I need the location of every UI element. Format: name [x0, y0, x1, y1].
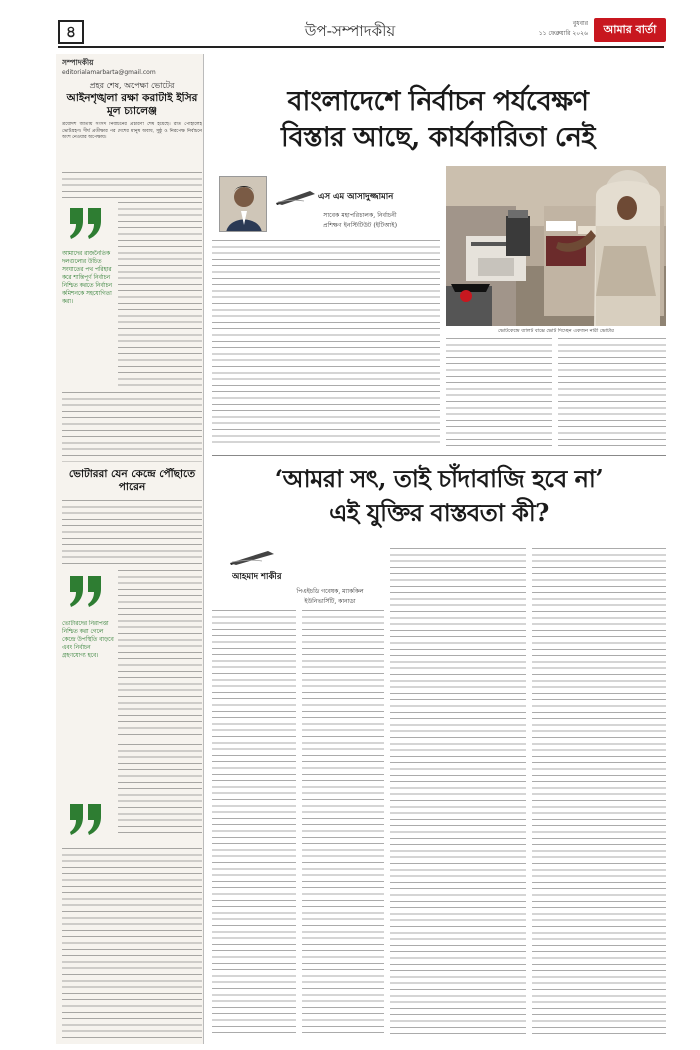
sidebar-kicker: প্রহর শেষ, অপেক্ষা ভোটের [89, 81, 175, 90]
main-headline-line-2: বিস্তার আছে, কার্যকারিতা নেই [281, 122, 595, 153]
header-date: ১১ ফেব্রুয়ারি ২০২৬ [538, 30, 588, 37]
section-title: উপ-সম্পাদকীয় [304, 22, 396, 40]
sidebar-intro: ত্রয়োদশ জাতীয় সংসদ নির্বাচনের প্রচারণা শেষ হয়েছে। রাত পোহালেই ভোটগ্রহণ। দীর্ঘ প্রতীক্ষার পর দেশের মানুষ অবাধ, সুষ্ঠু ও নিরপেক্ষ নির্বাচনে অংশ নেওয়ার অপেক্ষায়। [62, 122, 202, 140]
main-body-column-1 [212, 240, 440, 448]
second-author-title-line-1: পিএইচডি গবেষক, ম্যাককিল [296, 588, 364, 595]
main-body-column-3 [558, 338, 666, 448]
quote-mark-icon [66, 204, 106, 244]
header-rule [58, 46, 664, 48]
second-headline [212, 462, 666, 530]
pen-icon [228, 548, 278, 566]
second-headline-line-2: এই যুক্তির বাস্তবতা কী? [329, 498, 549, 527]
second-body-column-4 [532, 548, 666, 1038]
second-author-title-line-2: ইউনিভার্সিটি, কানাডা [304, 598, 356, 605]
page-number-box [58, 20, 84, 44]
sidebar-label: সম্পাদকীয় [62, 58, 94, 67]
author-photo [219, 176, 267, 232]
newspaper-logo [594, 18, 666, 42]
second-body-column-2 [302, 610, 384, 1038]
pen-icon [274, 188, 318, 206]
voting-photo [446, 166, 666, 326]
main-headline-line-1: বাংলাদেশে নির্বাচন পর্যবেক্ষণ [287, 86, 589, 117]
logo-text: আমার বার্তা [603, 22, 657, 36]
sidebar-body-text [118, 570, 202, 740]
sidebar-body-text [62, 848, 202, 1038]
author-name: এস এম আসাদুজ্জামান [318, 192, 394, 202]
header-day: বুধবার [572, 20, 588, 27]
second-headline-line-1: ‘আমরা সৎ, তাই চাঁদাবাজি হবে না’ [274, 464, 604, 493]
article-divider [212, 455, 666, 456]
second-author-name: আহমাদ শাকীর [232, 572, 282, 582]
quote-mark-icon [66, 800, 106, 840]
sidebar-pull-quote-2: ভোটারদের নিরাপত্তা নিশ্চিত করা গেলে কেন্দ্রে উপস্থিতি বাড়বে এবং নির্বাচন গ্রহণযোগ্য হবে। [62, 621, 114, 659]
sidebar-body-text [62, 172, 202, 200]
photo-caption: ভোটকেন্দ্রে ব্যালট বাক্সে ভোট দিচ্ছেন একজন নারী ভোটার [498, 328, 614, 334]
quote-mark-icon [66, 572, 106, 612]
sidebar-body-text [62, 392, 202, 462]
sidebar-headline-2: ভোটাররা যেন কেন্দ্রে পৌঁছাতে পারেন [68, 468, 196, 493]
main-headline [212, 84, 664, 156]
sidebar-email: editorialamarbarta@gmail.com [62, 69, 156, 76]
second-body-column-1 [212, 610, 296, 1038]
sidebar-pull-quote: আমাদের রাজনৈতিক দলগুলোর উচিত সংঘাতের পথ পরিহার করে শান্তিপূর্ণ নির্বাচন নিশ্চিত করতে নির্বাচন কমিশনকে সহযোগিতা করা। [62, 251, 112, 305]
second-body-column-3 [390, 548, 526, 1038]
author-title-line-2: প্রশিক্ষণ ইনস্টিটিউট (ইটিআই) [323, 222, 397, 229]
sidebar-body-text [118, 202, 202, 388]
sidebar-body-text [62, 500, 202, 566]
sidebar-body-text [118, 744, 202, 834]
main-body-column-2 [446, 338, 552, 448]
page-number: ৪ [65, 22, 77, 41]
sidebar-headline: আইনশৃঙ্খলা রক্ষা করাটাই ইসির মূল চ্যালেঞ্জ [66, 92, 198, 117]
author-title-line-1: সাবেক মহাপরিচালক, নির্বাচনী [323, 212, 397, 219]
